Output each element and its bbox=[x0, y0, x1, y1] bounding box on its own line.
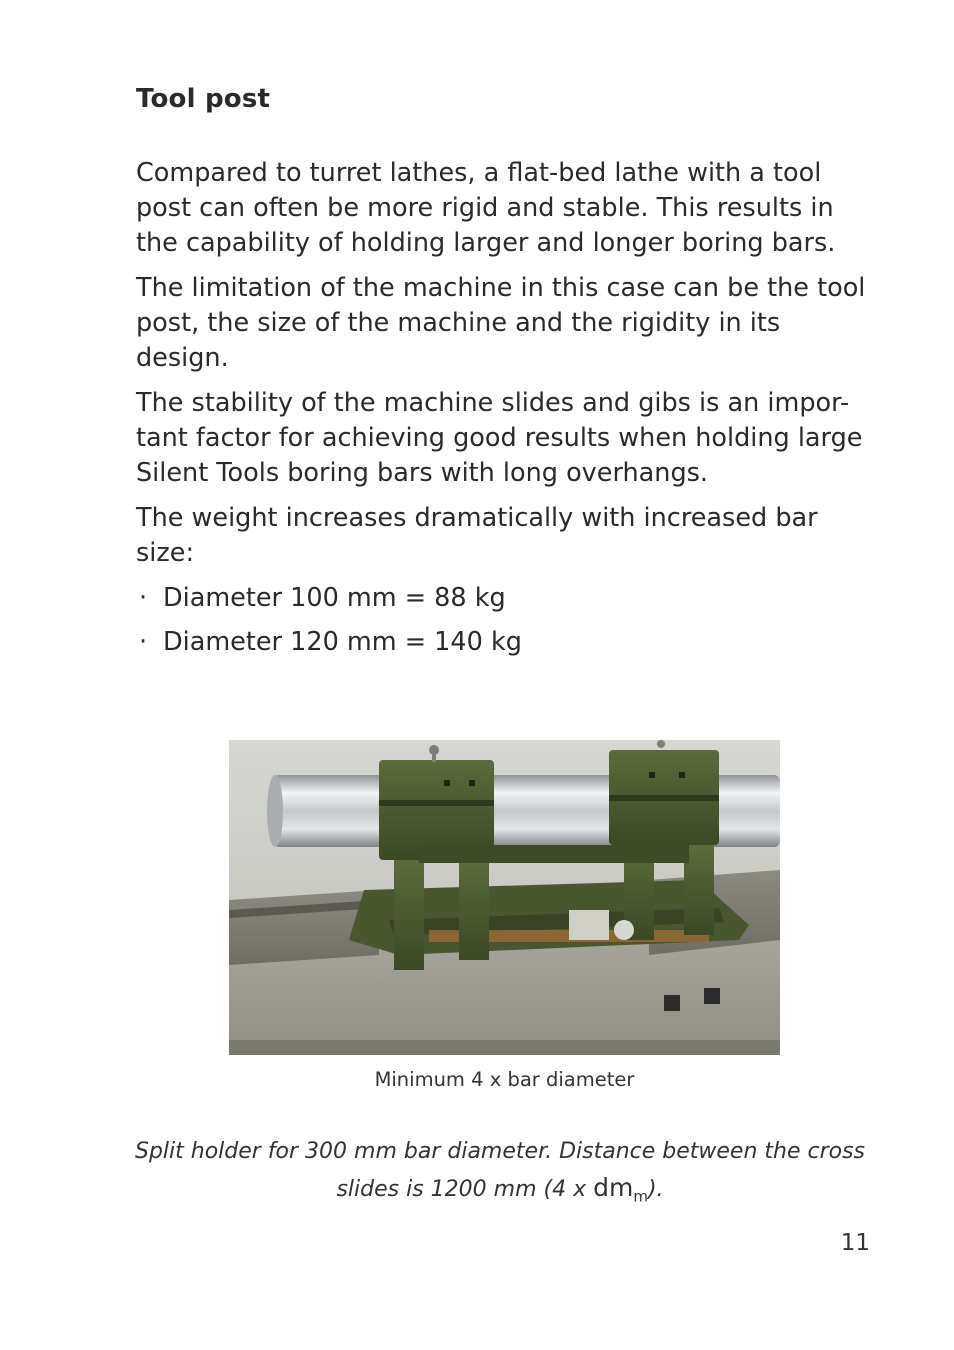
bullet-icon: · bbox=[139, 627, 148, 657]
body-text bbox=[136, 156, 871, 669]
figure-caption bbox=[130, 1134, 870, 1214]
lathe-split-holder-photo bbox=[229, 740, 780, 1055]
dm-symbol: dm bbox=[593, 1173, 634, 1202]
paragraph-stability: The stability of the machine slides and gibs is an impor-tant factor for achieving good results when holding large Silent Tools boring bars with long overhangs. bbox=[136, 388, 863, 488]
photo-caption: Minimum 4 x bar diameter bbox=[374, 1068, 635, 1091]
paragraph-turret-comparison: Compared to turret lathes, a flat-bed lathe with a tool post can often be more rigid and stable. This results in the capability of holding larger and longer boring bars. bbox=[136, 158, 836, 258]
list-item bbox=[136, 581, 871, 616]
dm-subscript: m bbox=[633, 1187, 648, 1206]
section-heading: Tool post bbox=[136, 84, 271, 114]
paragraph-limitation: The limitation of the machine in this case can be the tool post, the size of the machine and the rigidity in its design. bbox=[136, 273, 866, 373]
weight-list bbox=[136, 581, 871, 660]
list-item bbox=[136, 625, 871, 660]
figure-caption-suffix: ). bbox=[647, 1177, 664, 1202]
page-number: 11 bbox=[840, 1230, 870, 1256]
list-item-text: Diameter 100 mm = 88 kg bbox=[163, 583, 506, 613]
figure-caption-text: Split holder for 300 mm bar diameter. Distance between the cross slides is 1200 mm (4 x bbox=[134, 1139, 866, 1202]
bullet-icon: · bbox=[139, 583, 148, 613]
paragraph-weight: The weight increases dramatically with increased bar size: bbox=[136, 503, 818, 568]
list-item-text: Diameter 120 mm = 140 kg bbox=[163, 627, 522, 657]
